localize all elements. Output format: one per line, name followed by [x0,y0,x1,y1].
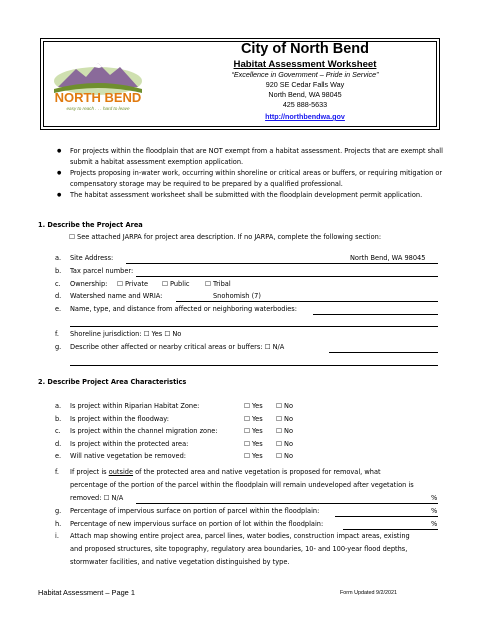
instruction-item: ● The habitat assessment worksheet shall be submitted with the floodplain development permit application. [55,190,447,201]
vegetation-question-suffix: of the protected area and native vegetation is proposed for removal, what [133,468,381,476]
yes-checkbox[interactable]: ☐ Yes [244,402,263,410]
percent-sign: % [431,494,438,502]
question-letter: b. [55,414,62,423]
north-bend-logo [48,55,148,113]
new-impervious-percentage-field[interactable] [343,529,438,530]
yes-checkbox[interactable]: ☐ Yes [244,427,263,436]
ownership-public-checkbox[interactable]: ☐ Public [162,280,190,288]
question-text: Is project within Riparian Habitat Zone: [70,402,200,410]
critical-areas-label[interactable]: Describe other affected or nearby critical areas or buffers: ☐ N/A [70,343,285,351]
site-address-field[interactable] [126,263,438,264]
tax-parcel-label: Tax parcel number: [70,267,134,275]
logo-text: NORTH BEND [54,90,142,105]
question-text: Will native vegetation be removed: [70,452,186,461]
worksheet-title: Habitat Assessment Worksheet [233,59,377,70]
percent-sign: % [431,507,438,515]
item-e-letter: e. [55,305,62,313]
no-checkbox[interactable]: ☐ No [276,452,293,461]
site-address-label: Site Address: [70,254,114,262]
tax-parcel-field[interactable] [136,276,438,277]
ownership-label: Ownership: [70,280,108,288]
item-h-letter: h. [55,520,62,528]
phone: 425 888-5633 [282,100,328,109]
question-letter: d. [55,439,62,448]
question-text: Is project within the protected area: [70,439,189,448]
critical-areas-field[interactable] [329,352,438,353]
yes-checkbox[interactable]: ☐ Yes [244,414,263,423]
watershed-label: Watershed name and WRIA: [70,292,163,300]
impervious-label: Percentage of impervious surface on portion of parcel within the floodplain: [70,507,320,515]
no-checkbox[interactable]: ☐ No [276,427,293,436]
vegetation-question-outside: outside [108,468,134,476]
watershed-field[interactable] [176,301,438,302]
site-address-value: North Bend, WA 98045 [350,254,426,262]
section-1-title: 1. Describe the Project Area [38,221,143,229]
vegetation-na-checkbox[interactable]: removed: ☐ N/A [70,494,124,502]
item-i-letter: i. [55,532,59,540]
percent-sign: % [431,520,438,528]
shoreline-jurisdiction[interactable]: Shoreline jurisdiction: ☐ Yes ☐ No [70,330,182,338]
yes-checkbox[interactable]: ☐ Yes [244,439,263,448]
question-letter: e. [55,452,62,461]
question-letter: a. [55,402,62,410]
item-c-letter: c. [55,280,61,288]
item-g-letter: g. [55,507,62,515]
instruction-item: ● Projects proposing in-water work, occurring within shoreline or critical areas or buffers, or requiring mitigation or compensatory storage may be required to be prepared by a qualified professional. [55,168,447,190]
watershed-value: Snohomish (7) [213,292,261,300]
waterbodies-field[interactable] [313,314,438,315]
jarpa-checkbox[interactable]: ☐ See attached JARPA for project area description. If no JARPA, complete the following section: [69,233,382,241]
map-instructions-line-1: Attach map showing entire project area, parcel lines, water bodies, construction impact areas, existing [70,532,410,540]
item-f-letter: f. [55,468,59,476]
question-text: Is project within the floodway: [70,414,169,423]
impervious-percentage-field[interactable] [335,516,438,517]
no-checkbox[interactable]: ☐ No [276,439,293,448]
city-name: City of North Bend [240,41,370,57]
item-a-letter: a. [55,254,62,262]
undeveloped-percentage-field[interactable] [136,503,438,504]
critical-areas-field-continued[interactable] [70,365,438,366]
address-line-2: North Bend, WA 98045 [268,90,342,99]
no-checkbox[interactable]: ☐ No [276,402,293,410]
ownership-tribal-checkbox[interactable]: ☐ Tribal [205,280,231,288]
item-g-letter: g. [55,343,62,351]
footer-page-label: Habitat Assessment – Page 1 [38,588,135,597]
address-line-1: 920 SE Cedar Falls Way [265,80,345,89]
question-text: Is project within the channel migration zone: [70,427,218,436]
item-d-letter: d. [55,292,62,300]
logo-tagline: easy to reach . . . hard to leave [66,106,130,111]
footer-form-date: Form Updated 9/2/2021 [340,590,397,596]
ownership-private-checkbox[interactable]: ☐ Private [117,280,148,288]
section-2-title: 2. Describe Project Area Characteristics [38,378,187,386]
vegetation-question-line-2: percentage of the portion of the parcel within the floodplain will remain undeveloped after vegetation is [70,481,414,489]
website-link[interactable]: http://northbendwa.gov [265,112,345,121]
question-letter: c. [55,427,61,436]
waterbodies-field-continued[interactable] [70,326,438,327]
no-checkbox[interactable]: ☐ No [276,414,293,423]
waterbodies-label: Name, type, and distance from affected or neighboring waterbodies: [70,305,297,313]
map-instructions-line-2: and proposed structures, site topography, regulatory area boundaries, 10- and 100-year flood depths, [70,545,408,553]
item-f-letter: f. [55,330,59,338]
vegetation-question-prefix: If project is [70,468,109,476]
yes-checkbox[interactable]: ☐ Yes [244,452,263,461]
instructions-list [55,146,447,201]
motto: “Excellence in Government – Pride in Service” [231,70,379,79]
vegetation-question-line-1 [70,468,381,476]
instruction-item: ● For projects within the floodplain that are NOT exempt from a habitat assessment. Projects that are exempt shall submit a habitat assessment exemption application. [55,146,447,168]
new-impervious-label: Percentage of new impervious surface on portion of lot within the floodplain: [70,520,324,528]
item-b-letter: b. [55,267,62,275]
map-instructions-line-3: stormwater facilities, and native vegetation distinguished by type. [70,558,290,566]
